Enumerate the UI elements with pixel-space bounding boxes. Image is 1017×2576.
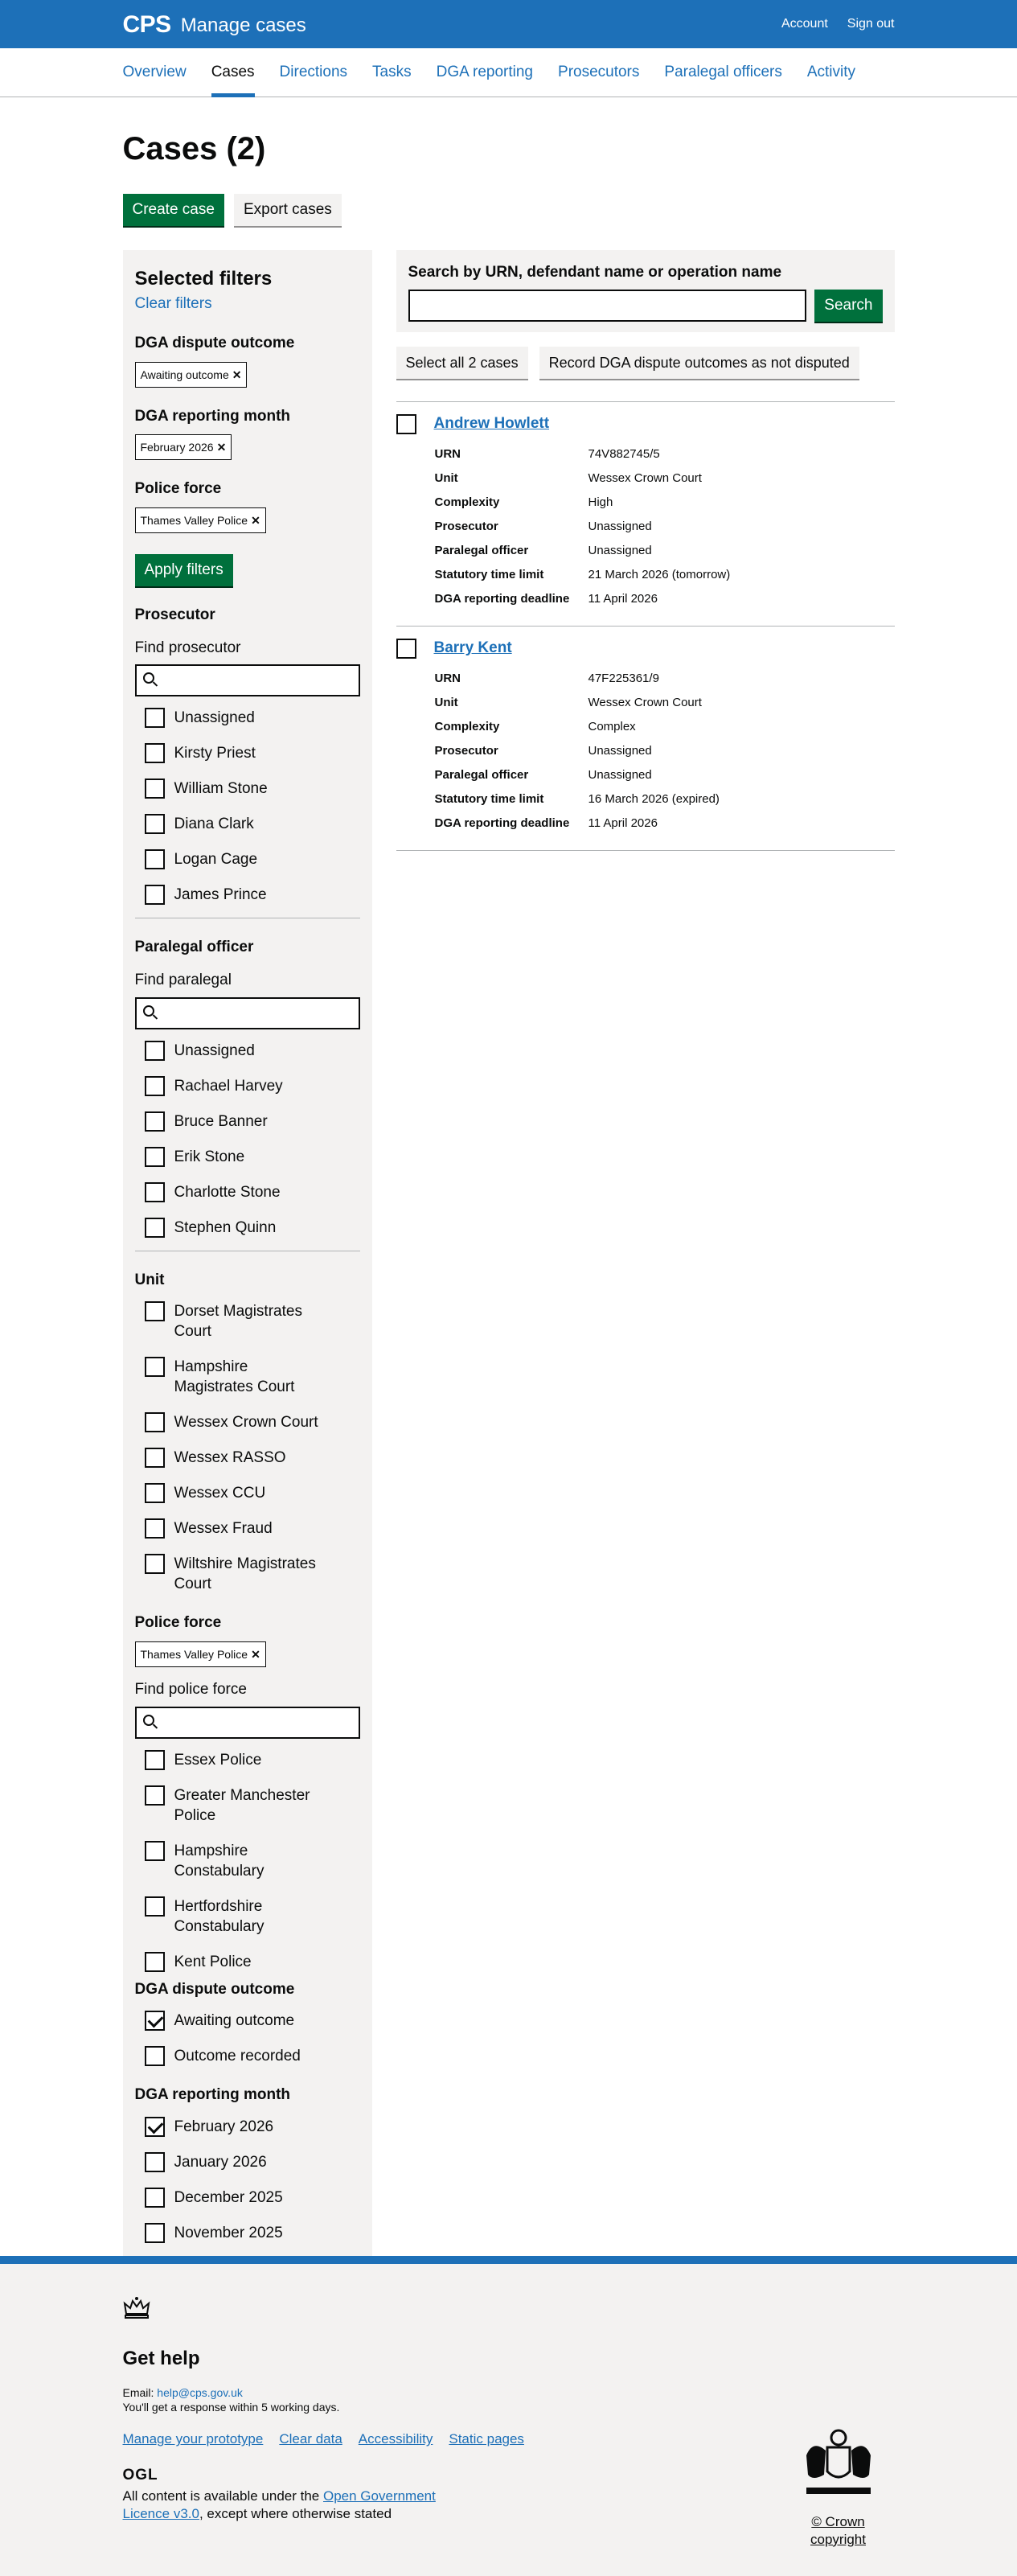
summary-row	[435, 442, 895, 466]
select-all-button[interactable]: Select all 2 cases	[396, 347, 528, 379]
filter-option[interactable]	[135, 708, 360, 728]
checkbox[interactable]	[145, 1111, 165, 1132]
option-label: Bruce Banner	[174, 1112, 268, 1130]
nav-tasks[interactable]: Tasks	[372, 64, 412, 81]
checkbox[interactable]	[145, 849, 165, 869]
account-link[interactable]: Account	[781, 16, 828, 31]
checkbox[interactable]	[145, 1041, 165, 1061]
case-search	[396, 250, 895, 332]
response-time: You'll get a response within 5 working days.	[122, 2401, 340, 2414]
export-cases-button[interactable]: Export cases	[234, 194, 342, 226]
option-label: November 2025	[174, 2225, 283, 2242]
filter-option[interactable]	[135, 1952, 336, 1972]
search-icon	[143, 1005, 154, 1017]
case-summary	[435, 667, 895, 836]
summary-row	[435, 587, 895, 611]
search-button[interactable]: Search	[814, 290, 882, 322]
option-label: Hampshire Magistrates Court	[174, 1358, 295, 1396]
case-checkbox[interactable]	[396, 639, 416, 659]
option-label: Unassigned	[174, 709, 255, 727]
checkbox[interactable]	[145, 1218, 165, 1238]
option-label: Charlotte Stone	[174, 1183, 281, 1201]
nav-prosecutors[interactable]: Prosecutors	[558, 64, 640, 81]
option-label: Wessex CCU	[174, 1485, 266, 1502]
filter-tag[interactable]: Awaiting outcome ✕	[135, 362, 248, 388]
filter-option[interactable]	[135, 1448, 320, 1468]
police-filter	[134, 1613, 360, 1970]
summary-row	[435, 515, 895, 539]
footer-link-accessibility[interactable]: Accessibility	[358, 2431, 433, 2447]
option-label: Wessex RASSO	[174, 1449, 286, 1467]
summary-value: 11 April 2026	[588, 592, 658, 606]
summary-value: 47F225361/9	[588, 672, 659, 686]
case-summary	[435, 442, 895, 611]
help-email: Email: help@cps.gov.uk	[122, 2385, 243, 2399]
option-label: Wessex Crown Court	[174, 1414, 318, 1432]
dispute-filter	[135, 1980, 360, 2067]
filter-option[interactable]	[135, 2011, 360, 2031]
selected-filter-heading: DGA reporting month	[134, 407, 290, 425]
dispute-heading: DGA dispute outcome	[134, 1980, 295, 1998]
search-label: Search by URN, defendant name or operation name	[408, 264, 782, 281]
summary-row	[435, 811, 895, 836]
case-name-link[interactable]: Barry Kent	[433, 639, 512, 657]
summary-key: Complexity	[434, 720, 500, 734]
checkbox[interactable]	[145, 2152, 165, 2172]
summary-value: Unassigned	[588, 544, 652, 558]
prosecutor-filter	[135, 606, 360, 918]
summary-value: High	[588, 495, 613, 510]
apply-filters-button[interactable]: Apply filters	[135, 554, 233, 586]
summary-value: Unassigned	[588, 520, 652, 534]
summary-value: 16 March 2026 (expired)	[588, 792, 720, 807]
checkbox[interactable]	[145, 1357, 165, 1377]
filter-option[interactable]	[135, 2046, 360, 2066]
checkbox[interactable]	[145, 1554, 165, 1574]
checkbox[interactable]	[145, 743, 165, 763]
brand-logo[interactable]: CPS	[122, 10, 171, 38]
case-list	[396, 401, 895, 851]
prosecutor-heading: Prosecutor	[134, 606, 215, 623]
summary-row	[435, 563, 895, 587]
remove-icon: ✕	[251, 513, 260, 527]
filter-option[interactable]	[135, 885, 360, 905]
find-police-label: Find police force	[134, 1681, 247, 1699]
unit-filter	[135, 1271, 360, 1595]
header	[0, 0, 1017, 48]
checkbox[interactable]	[145, 1147, 165, 1167]
nav-activity[interactable]: Activity	[806, 64, 856, 81]
checkbox[interactable]	[145, 2188, 165, 2208]
filter-option[interactable]	[135, 1147, 360, 1167]
option-label: December 2025	[174, 2189, 283, 2207]
paralegal-heading: Paralegal officer	[134, 939, 254, 956]
option-label: William Stone	[174, 780, 268, 798]
option-label: January 2026	[174, 2154, 267, 2171]
royal-arms	[782, 2423, 895, 2549]
filter-option[interactable]	[135, 779, 360, 799]
option-label: Kent Police	[174, 1953, 252, 1970]
remove-icon: ✕	[251, 1648, 260, 1662]
summary-row	[435, 691, 895, 715]
month-filter	[135, 2085, 360, 2243]
clear-filters-link[interactable]: Clear filters	[134, 295, 212, 313]
option-label: Kirsty Priest	[174, 745, 256, 762]
find-paralegal-label: Find paralegal	[134, 972, 232, 988]
footer-links	[123, 2430, 895, 2448]
selected-filters-heading: Selected filters	[134, 268, 273, 290]
footer-link-clear-data[interactable]: Clear data	[279, 2431, 342, 2447]
filter-option[interactable]	[135, 1412, 320, 1432]
sign-out-link[interactable]: Sign out	[847, 16, 895, 31]
email-link[interactable]: help@cps.gov.uk	[157, 2385, 243, 2399]
filter-option[interactable]	[135, 1554, 320, 1594]
get-help-heading: Get help	[122, 2347, 200, 2369]
create-case-button[interactable]: Create case	[123, 194, 224, 226]
checkbox[interactable]	[145, 1182, 165, 1202]
summary-row	[435, 787, 895, 811]
footer	[0, 2256, 1017, 2576]
summary-row	[435, 491, 895, 515]
filter-option[interactable]	[135, 2117, 360, 2137]
find-prosecutor-input[interactable]	[135, 664, 360, 696]
summary-key: URN	[434, 447, 461, 462]
filter-option[interactable]	[135, 1750, 336, 1770]
checkbox[interactable]	[145, 2011, 165, 2031]
filter-option[interactable]	[135, 1041, 360, 1061]
service-name[interactable]: Manage cases	[180, 14, 306, 37]
summary-row	[435, 667, 895, 691]
checkbox[interactable]	[145, 814, 165, 834]
option-label: Unassigned	[174, 1041, 255, 1059]
option-label: Hampshire Constabulary	[174, 1842, 265, 1880]
summary-value: Unassigned	[588, 768, 652, 783]
case-item	[396, 627, 895, 851]
unit-heading: Unit	[134, 1271, 165, 1288]
summary-key: Unit	[434, 471, 458, 486]
summary-row	[435, 763, 895, 787]
option-label: February 2026	[174, 2118, 274, 2136]
summary-row	[435, 739, 895, 763]
filter-tag[interactable]: Thames Valley Police ✕	[135, 1641, 266, 1667]
filter-option[interactable]	[135, 1896, 336, 1937]
licence-link[interactable]: Open Government Licence v3.0	[122, 2488, 436, 2522]
filter-option[interactable]	[135, 1076, 360, 1096]
checkbox[interactable]	[145, 1750, 165, 1770]
filter-option[interactable]	[135, 1111, 360, 1132]
option-label: Stephen Quinn	[174, 1218, 277, 1236]
filter-option[interactable]	[135, 1182, 360, 1202]
filter-option[interactable]	[135, 1483, 320, 1503]
filter-option[interactable]	[135, 1785, 336, 1826]
filter-panel	[123, 250, 372, 2281]
summary-key: Statutory time limit	[434, 792, 544, 807]
filter-option[interactable]	[135, 743, 360, 763]
checkbox[interactable]	[145, 1483, 165, 1503]
checkbox[interactable]	[145, 1412, 165, 1432]
checkbox[interactable]	[145, 779, 165, 799]
summary-key: Complexity	[434, 495, 500, 510]
summary-value: 11 April 2026	[588, 816, 658, 831]
filter-option[interactable]	[135, 814, 360, 834]
month-heading: DGA reporting month	[134, 2086, 290, 2104]
summary-row	[435, 466, 895, 491]
selected-filter-heading: DGA dispute outcome	[134, 334, 295, 351]
summary-row	[435, 715, 895, 739]
checkbox[interactable]	[145, 2046, 165, 2066]
summary-value: 74V882745/5	[588, 447, 660, 462]
case-checkbox[interactable]	[396, 414, 416, 434]
option-label: Essex Police	[174, 1751, 262, 1769]
case-item	[396, 402, 895, 627]
summary-value: 21 March 2026 (tomorrow)	[588, 568, 731, 582]
search-icon	[143, 1715, 154, 1726]
option-label: Hertfordshire Constabulary	[174, 1897, 265, 1935]
checkbox[interactable]	[145, 1448, 165, 1468]
find-prosecutor-label: Find prosecutor	[134, 639, 241, 656]
remove-icon: ✕	[216, 441, 227, 454]
footer-link-static-pages[interactable]: Static pages	[449, 2431, 524, 2447]
checkbox[interactable]	[145, 1301, 165, 1321]
footer-link-manage-your-prototype[interactable]: Manage your prototype	[122, 2431, 264, 2447]
option-label: Diana Clark	[174, 816, 254, 833]
ogl-logo: OGL	[122, 2467, 158, 2484]
summary-value: Complex	[588, 720, 636, 734]
crown-icon	[123, 2296, 150, 2319]
option-label: Dorset Magistrates Court	[174, 1303, 302, 1341]
checkbox[interactable]	[145, 2223, 165, 2243]
summary-key: Paralegal officer	[434, 768, 529, 783]
royal-arms-icon	[790, 2423, 887, 2504]
filter-option[interactable]	[135, 849, 360, 869]
option-label: Wessex Fraud	[174, 1520, 273, 1538]
filter-option[interactable]	[135, 1518, 320, 1539]
summary-key: Statutory time limit	[434, 568, 544, 582]
summary-value: Wessex Crown Court	[588, 471, 702, 486]
option-label: Awaiting outcome	[174, 2012, 295, 2030]
page-title: Cases (2)	[122, 131, 266, 166]
checkbox[interactable]	[145, 1518, 165, 1539]
filter-option[interactable]	[135, 1357, 320, 1397]
summary-key: DGA reporting deadline	[434, 816, 570, 831]
summary-row	[435, 539, 895, 563]
option-label: Rachael Harvey	[174, 1077, 283, 1095]
nav-overview[interactable]: Overview	[122, 64, 187, 81]
nav-cases[interactable]: Cases	[211, 48, 255, 97]
search-input[interactable]	[408, 290, 807, 322]
filter-option[interactable]	[135, 1301, 320, 1341]
record-not-disputed-button[interactable]: Record DGA dispute outcomes as not disputed	[539, 347, 859, 379]
option-label: Wiltshire Magistrates Court	[174, 1555, 316, 1593]
summary-key: Paralegal officer	[434, 544, 529, 558]
police-heading: Police force	[134, 1614, 222, 1632]
checkbox[interactable]	[145, 1785, 165, 1806]
filter-option[interactable]	[135, 1841, 336, 1881]
selected-filter-heading: Police force	[134, 480, 222, 498]
copyright-link[interactable]: © Crown copyright	[810, 2513, 866, 2547]
paralegal-filter	[135, 938, 360, 1251]
summary-key: Unit	[434, 696, 458, 710]
filter-option[interactable]	[135, 2188, 360, 2208]
option-label: Logan Cage	[174, 851, 258, 869]
checkbox[interactable]	[145, 1841, 165, 1861]
find-paralegal-input[interactable]	[135, 997, 360, 1029]
checkbox[interactable]	[145, 1952, 165, 1972]
filter-tag[interactable]: February 2026 ✕	[135, 434, 232, 460]
option-label: Erik Stone	[174, 1148, 245, 1165]
filter-option[interactable]	[135, 1218, 360, 1238]
filter-option[interactable]	[135, 2152, 360, 2172]
summary-key: URN	[434, 672, 461, 686]
case-results	[396, 250, 895, 2281]
summary-key: DGA reporting deadline	[434, 592, 570, 606]
summary-key: Prosecutor	[434, 520, 498, 534]
search-icon	[143, 672, 154, 684]
nav-directions[interactable]: Directions	[279, 64, 348, 81]
option-label: Greater Manchester Police	[174, 1786, 310, 1824]
filter-tag[interactable]: Thames Valley Police ✕	[135, 507, 266, 533]
remove-icon: ✕	[232, 368, 242, 381]
checkbox[interactable]	[145, 708, 165, 728]
checkbox[interactable]	[145, 2117, 165, 2137]
licence-text: All content is available under the Open Government Licence v3.0, except where otherwise stated	[122, 2488, 436, 2522]
primary-nav	[0, 48, 1017, 97]
checkbox[interactable]	[145, 885, 165, 905]
nav-dga-reporting[interactable]: DGA reporting	[436, 64, 534, 81]
option-label: Outcome recorded	[174, 2048, 301, 2065]
filter-option[interactable]	[135, 2223, 360, 2243]
summary-key: Prosecutor	[434, 744, 498, 758]
checkbox[interactable]	[145, 1076, 165, 1096]
option-label: James Prince	[174, 886, 267, 904]
summary-value: Unassigned	[588, 744, 652, 758]
nav-paralegal-officers[interactable]: Paralegal officers	[664, 64, 782, 81]
find-police-input[interactable]	[135, 1707, 360, 1739]
case-name-link[interactable]: Andrew Howlett	[433, 415, 550, 433]
summary-value: Wessex Crown Court	[588, 696, 702, 710]
checkbox[interactable]	[145, 1896, 165, 1917]
